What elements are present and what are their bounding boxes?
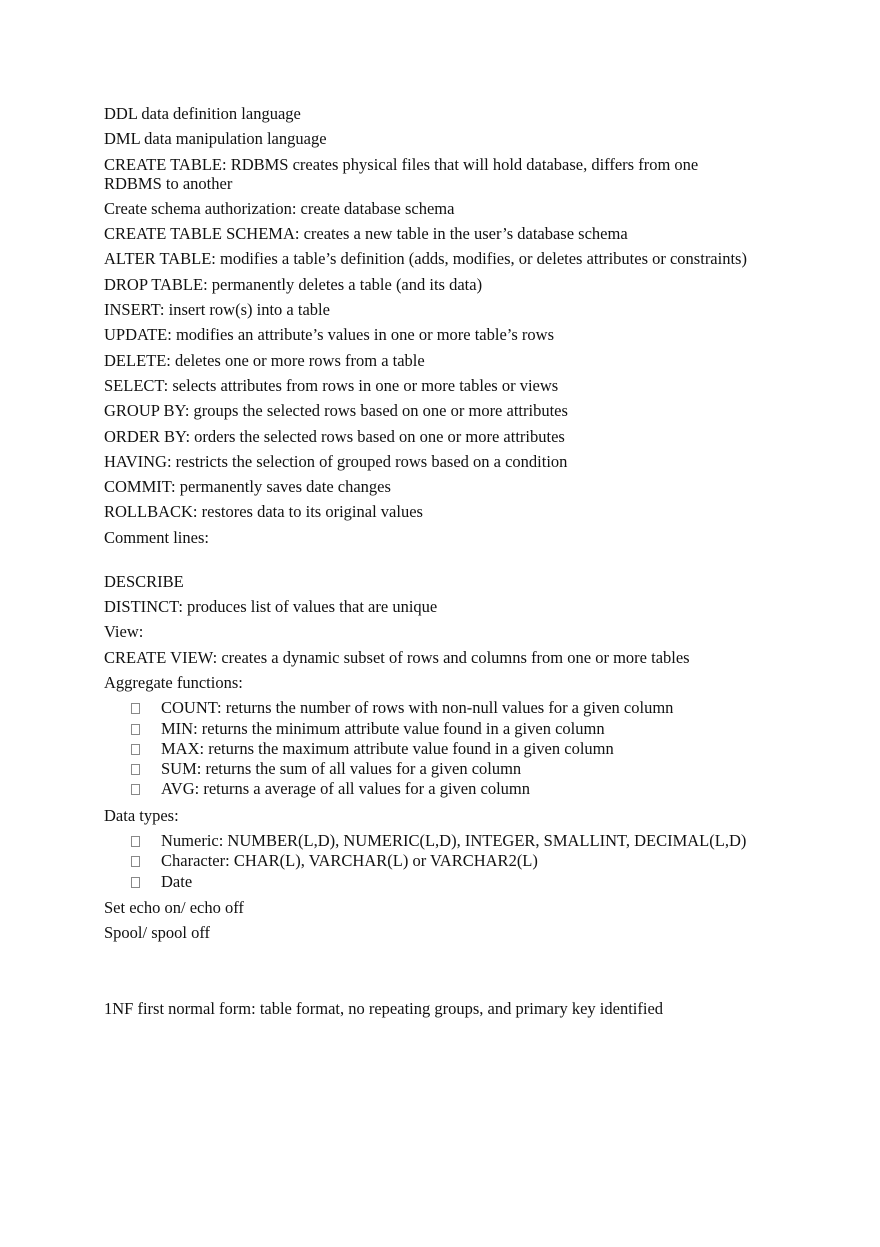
data-types-list [104, 831, 804, 892]
aggregate-functions-list [104, 698, 804, 799]
text-line: DML data manipulation language [104, 129, 327, 149]
blank-lines [104, 949, 804, 999]
list-item-text: Date [161, 871, 193, 891]
list-item-text: AVG: returns a average of all values for a given column [161, 779, 530, 799]
text-line: GROUP BY: groups the selected rows based on one or more attributes [104, 401, 568, 421]
list-item-text: MAX: returns the maximum attribute value found in a given column [161, 738, 614, 758]
text-line: CREATE TABLE: RDBMS creates physical files that will hold database, differs from one RDBMS to another [104, 154, 699, 193]
list-item [104, 831, 804, 851]
bullet-box-icon [131, 784, 140, 795]
text-line: 1NF first normal form: table format, no repeating groups, and primary key identified [104, 998, 664, 1018]
list-item [104, 759, 804, 779]
text-line: UPDATE: modifies an attribute’s values in one or more table’s rows [104, 325, 554, 345]
text-line: Create schema authorization: create database schema [104, 198, 455, 218]
text-line: DESCRIBE [104, 571, 184, 591]
list-item-text: Numeric: NUMBER(L,D), NUMERIC(L,D), INTEGER, SMALLINT, DECIMAL(L,D) [161, 831, 747, 851]
bullet-box-icon [131, 703, 140, 714]
list-item-text: COUNT: returns the number of rows with non-null values for a given column [161, 698, 674, 718]
list-item [104, 719, 804, 739]
list-item [104, 851, 804, 871]
bullet-box-icon [131, 836, 140, 847]
list-item-text: SUM: returns the sum of all values for a given column [161, 759, 522, 779]
list-item [104, 698, 804, 718]
text-line: Comment lines: [104, 527, 209, 547]
list-item-text: MIN: returns the minimum attribute value found in a given column [161, 718, 605, 738]
document-page [104, 104, 804, 1024]
text-line: CREATE VIEW: creates a dynamic subset of rows and columns from one or more tables [104, 647, 690, 667]
list-item [104, 872, 804, 892]
text-line: Aggregate functions: [104, 672, 243, 692]
bullet-box-icon [131, 856, 140, 867]
text-line: CREATE TABLE SCHEMA: creates a new table in the user’s database schema [104, 224, 628, 244]
text-line: DDL data definition language [104, 104, 301, 123]
text-line: Data types: [104, 805, 179, 825]
bullet-box-icon [131, 877, 140, 888]
list-item [104, 779, 804, 799]
bullet-box-icon [131, 744, 140, 755]
text-line: DISTINCT: produces list of values that are unique [104, 597, 438, 617]
text-line: ROLLBACK: restores data to its original values [104, 502, 423, 522]
text-line: ORDER BY: orders the selected rows based on one or more attributes [104, 426, 565, 446]
text-line: Set echo on/ echo off [104, 897, 244, 917]
bullet-box-icon [131, 724, 140, 735]
list-item [104, 739, 804, 759]
text-line: DROP TABLE: permanently deletes a table (and its data) [104, 274, 483, 294]
text-line: INSERT: insert row(s) into a table [104, 300, 330, 320]
text-line: DELETE: deletes one or more rows from a table [104, 350, 425, 370]
text-line: View: [104, 622, 144, 642]
bullet-box-icon [131, 764, 140, 775]
blank-line [104, 547, 804, 566]
text-line: SELECT: selects attributes from rows in one or more tables or views [104, 375, 559, 395]
text-line: HAVING: restricts the selection of grouped rows based on a condition [104, 451, 568, 471]
text-line: Spool/ spool off [104, 923, 211, 943]
list-item-text: Character: CHAR(L), VARCHAR(L) or VARCHAR2(L) [161, 851, 538, 871]
text-line: COMMIT: permanently saves date changes [104, 477, 391, 497]
text-line: ALTER TABLE: modifies a table’s definition (adds, modifies, or deletes attributes or constraints) [104, 249, 747, 269]
